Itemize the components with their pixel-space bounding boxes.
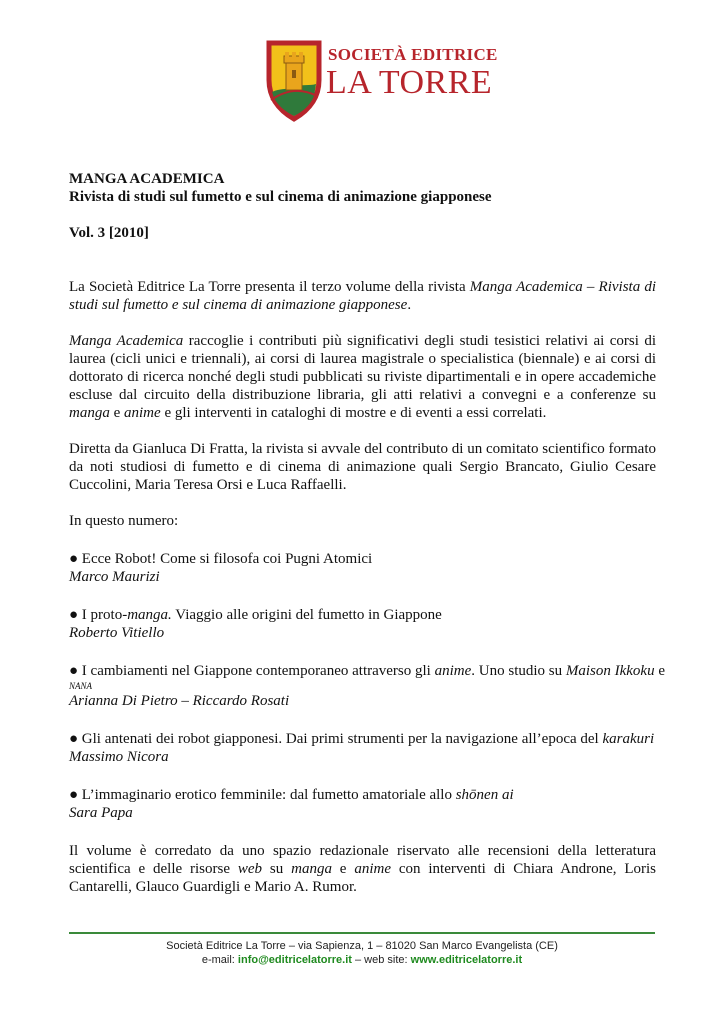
email-link[interactable]: info@editricelatorre.it: [237, 954, 352, 966]
journal-title: MANGA ACADEMICA: [69, 171, 225, 187]
journal-subtitle: Rivista di studi sul fumetto e sul cinema di animazione giapponese: [69, 189, 492, 205]
footer-address: Società Editrice La Torre – via Sapienza, 1 – 81020 San Marco Evangelista (CE): [166, 940, 558, 952]
document-body: [69, 170, 666, 896]
website-label: – web site:: [351, 954, 411, 966]
intro-paragraph: [69, 278, 656, 314]
article-title: ● Ecce Robot! Come si filosofa coi Pugni Atomici: [69, 551, 373, 567]
article-item: [69, 606, 656, 642]
direction-paragraph: Diretta da Gianluca Di Fratta, la rivista si avvale del contributo di un comitato scientifico formato da noti studiosi di fumetto e di cinema di animazione quali Sergio Brancato, Giulio Cesare Cuccolini, Maria Teresa Orsi e Luca Raffaelli.: [69, 441, 656, 493]
description-part1: raccoglie i contributi più significativi degli studi tesistici relativi ai corsi di laurea (cicli unici e triennali), ai corsi di laurea magistrale o specialistica (biennale) e ai corsi di dottorato di ricerca nonché degli studi pubblicati su riviste dipartimentali e in opere accademiche escluse dal circuito della distribuzione libraria, gli atti relativi a convegni e a conferenze su: [69, 333, 656, 403]
article-author: Marco Maurizi: [69, 569, 160, 585]
article-item: [69, 662, 666, 710]
footer: [69, 939, 655, 967]
article-title: ● L’immaginario erotico femminile: dal fumetto amatoriale allo shōnen ai: [69, 787, 514, 803]
logo-top-text: SOCIETÀ EDITRICE: [328, 45, 498, 64]
footer-divider: [69, 932, 655, 934]
publisher-logo: [266, 40, 498, 122]
description-paragraph: [69, 332, 656, 422]
article-title: ● Gli antenati dei robot giapponesi. Dai primi strumenti per la navigazione all’epoca del karakuri: [69, 731, 655, 747]
description-manga: manga: [69, 405, 110, 421]
description-part2: e: [109, 405, 125, 421]
article-title-continued: NANA: [69, 681, 93, 691]
article-title: ● I cambiamenti nel Giappone contemporaneo attraverso gli anime. Uno studio su Maison Ikkoku e: [69, 663, 666, 679]
description-anime: anime: [124, 405, 161, 421]
article-author: Arianna Di Pietro – Riccardo Rosati: [69, 693, 290, 709]
article-author: Roberto Vitiello: [69, 625, 165, 641]
footer-contacts: [69, 953, 655, 967]
volume-label: Vol. 3 [2010]: [69, 225, 149, 241]
logo-main-text: LA TORRE: [326, 64, 493, 101]
article-item: [69, 550, 656, 586]
article-title: ● I proto-manga. Viaggio alle origini del fumetto in Giappone: [69, 607, 442, 623]
description-journal: Manga Academica: [69, 333, 184, 349]
article-author: Sara Papa: [69, 805, 133, 821]
tower-shield-icon: [266, 40, 322, 122]
description-part3: e gli interventi in cataloghi di mostre e di eventi a essi correlati.: [160, 405, 547, 421]
intro-end: .: [407, 297, 412, 313]
intro-journal-name: Manga Academica – Rivista di studi sul fumetto e sul cinema di animazione giapponese: [69, 279, 657, 313]
intro-lead: La Società Editrice La Torre presenta il terzo volume della rivista: [69, 279, 470, 295]
article-item: [69, 730, 656, 766]
article-author: Massimo Nicora: [69, 749, 169, 765]
issue-heading: In questo numero:: [69, 513, 179, 529]
closing-paragraph: Il volume è corredato da uno spazio redazionale riservato alle recensioni della letteratura scientifica e delle risorse web su manga e anime con interventi di Chiara Androne, Loris Cantarelli, Glauco Guardigli e Mario A. Rumor.: [69, 843, 657, 895]
website-link[interactable]: www.editricelatorre.it: [410, 954, 523, 966]
email-label: e-mail:: [201, 954, 238, 966]
article-item: [69, 786, 656, 822]
